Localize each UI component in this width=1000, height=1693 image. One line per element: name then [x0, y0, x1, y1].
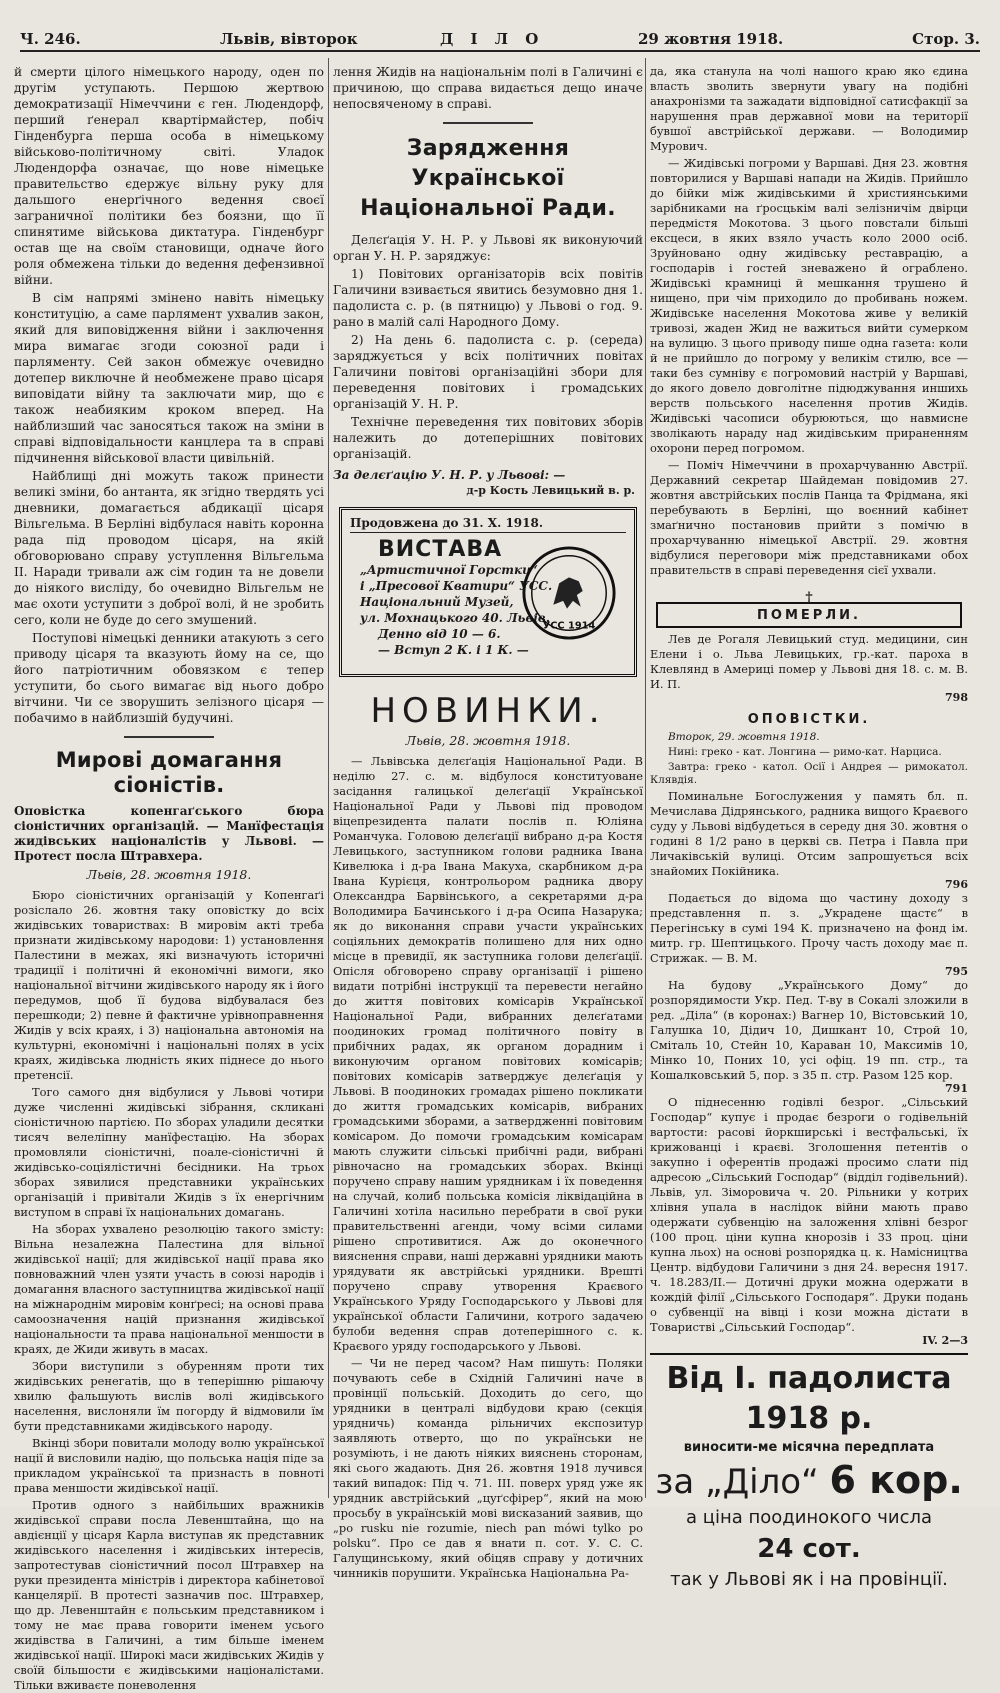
ad-line: ул. Мохнацького 40. Львів.: [360, 611, 550, 625]
paragraph: лення Жидів на національнім полі в Галичині є причиною, що справа видається дещо иначе непосвяченому в справі.: [333, 65, 643, 111]
ad-line: „Артистичної Горстки“: [360, 563, 538, 577]
paragraph: Против одного з найбільших вражників жидівської справи посла Левенштайна, що на авдієнції у цісаря Карла виступав як представник жидівського населення і жидівських інтересів, запротестував сіоністичний посол Штравхер на руки президента міністрів і директора кабінетової канцелярії. В протесті зазначив пос. Штравхер, що др. Левенштайн є польським представником і тому не має права говорити іменем усього жидівства в Галичині, а тим більше іменем жидівської нації. Широкі маси жидівських Жидів у своїй більшости є жидівськими націоналістами. Тільки вживаєте поневолення: [14, 1498, 324, 1692]
announcement-item: Поминальне Богослужения у память бл. п. Мечислава Дідрянського, радника вищого Краєвого суду у Львові відбудеться в середу дня 30. жовтня о годині 8 1/2 рано в церкві св. Петра і Павла при Личаківській вулиці. Отсим запрошується всіх знайомих Покійника.: [650, 789, 968, 878]
paragraph: — Поміч Німеччини в прохарчуванню Австрії. Державний секретар Шайдеман повідомив 27. жовтня австрійських послів Панца та Фрідмана, які перебувають в Берліні, що воєнний кабінет змаґнично постановив прийти з помічю в прохарчуванню німецької Австрії. 29. жовтня відбулися переговори між представниками обох правительств в справі переведення сієї ухвали.: [650, 458, 968, 577]
issue-date: 29 жовтня 1918.: [638, 30, 784, 48]
single-issue-price: 24 сот.: [757, 1534, 861, 1564]
paragraph: 1) Повітових організаторів всіх повітів Галичини взивається явитись безумовно дня 1. падолиста с. р. (в пятницю) у Львові о год. 9. рано в малій салі Народного Дому.: [333, 267, 643, 329]
notice-number: 796: [945, 878, 968, 891]
place-day: Львів, вівторок: [220, 30, 358, 48]
paragraph: — Жидівські погроми у Варшаві. Дня 23. жовтня повторилися у Варшаві напади на Жидів. Прийшло до бійки між жидівськими й християнськими зарібниками на ґросцькім валі зелізничім двірци передмістя Мокотова. З цього повстали більші ексцеси, в яких взяло участь коло 2000 осіб. Зруйновано одну жидівську реставрацію, а господарів і гостей зневажено й ограблено. Жидівські крамниці й мешкання трушено й нищено, при чім приходило до пробивань ножем. Жидівське населення Мокотова живе у великій тривозі, жаден Жид не важиться вийти сумерком на вулицю. З цього приводу пише одна газета: коли й не прийшло до погрому у великім стилю, все — таки без сумніву є погромовий настрій у Варшаві, до якого довело довголітне підюджування иншихь верств польського населення против Жидів. Жидівські часописи обурюються, що навмисне зволікають нараду над жидівським прираненням охорони перед погромом.: [650, 156, 968, 455]
announcement-item: Подається до відома що частину доходу з представлення п. з. „Украдене щастє“ в Перегінську в сумі 194 К. призначено на фонд ім. митр. гр. Шептицького. Прочу часть доходу має п. Стрижак. — В. М.: [650, 891, 968, 965]
subscription-price: 6 кор.: [829, 1458, 963, 1502]
paragraph: Технічне переведення тих повітових зборів належить до дотеперішних повітових організацій.: [333, 415, 643, 461]
separator: [443, 122, 533, 124]
obituary-title: ПОМЕРЛИ.: [757, 608, 861, 623]
paragraph: — Чи не перед часом? Нам пишуть: Поляки почувають себе в Східній Галичині наче в провінції польській. Доходить до сего, що урядники в централі відбудови краю (секція урядничь) команда рільничих експозитур заявляють отверто, що по українськи не розуміють, і не дають ніяких вияснень сторонам, які сього жадають. Дня 26. жовтня 1918 лучився такий випадок: Під ч. 71. III. поверх уряд уже як урядник австрійський „цуґсфірер“, який на мою просьбу в українській мові висказаний заявив, що „po rusku nie rozumie, niech pan mówi tylko po polsku“. Про се дав я внати п. сот. У. С. С. Галущинському, який обіцяв справу у дотичних чинників порушити. Українська Національна Ра-: [333, 1356, 643, 1580]
seal-text: УСС 1914: [542, 620, 596, 632]
cross-icon: †: [805, 590, 813, 606]
usss-seal-emblem: [520, 544, 618, 642]
column-2: [333, 64, 643, 1580]
ad-line: і „Пресової Кватири“ УСС.: [360, 579, 553, 593]
paragraph: Збори виступили з обуренням проти тих жидівських ренегатів, що в теперішню рішаючу хвилю фальшують вислів волі жидівського населення, вислоняли їм погорду й відмовили їм бути представниками жидівського народу.: [14, 1359, 324, 1433]
article-heading: Мирові домагання сіоністів.: [55, 748, 283, 797]
single-issue-line: а ціна поодинокого числа: [685, 1507, 933, 1528]
paragraph: В сім напрямі змінено навіть німецьку конституцію, а саме парлямент ухвалив закон, який для виповідження війни і заключення мира вимагає згоди союзної ради і парляменту. Сей закон обмежує очевидно дотепер виключне й необмежене право цісаря виповідати війну та заключати мир, що є також неабияким кроком вперед. На найблизший час заносяться також на зміни в справі відповідальности канцлера та в справі підчинення військової власти цивільній.: [14, 291, 324, 465]
notice-number: 795: [945, 965, 968, 978]
subscription-price-line: [650, 1457, 968, 1505]
paragraph: да, яка станула на чолі нашого краю яко єдина власть зволить звернути увагу на подібні анахронізми та зажадати відповідної сатисфакції за нарушення прав державної мови на території бувшої австрійської держави. — Володимир Мурович.: [650, 64, 968, 153]
article-heading: Зарядження Української Національної Ради.: [360, 136, 616, 221]
announcement-item: О піднесенню годівлі безрог. „Сільський Господар“ купує і продає безроги о годівельній вартости: расові йоркширські і вестфальські, їх крижованці і краєві. Зголошення петентів о закупно і оферентів продажі просимо слати під адресою „Сільський Господар“ (відділ годівельний). Львів, ул. Зіморовича ч. 20. Рільники у котрих хлівня упала в наслідок війни мають право одержати субвенцію на заложення хлівні безрог (100 проц. ціни купна кнорозів і 33 проц. ціни купна льох) на основі розпорядка ц. к. Намісництва Центр. відбудови Галичини з дня 24. вересня 1917. ч. 18.283/II.— Дотичні друки можна одержати в кождій філії „Сільського Господаря“. Друки подань о субвенції на вівці і кози можна дістати в Товаристві „Сільський Господар“.: [650, 1095, 968, 1334]
paragraph: Делєґація У. Н. Р. у Львові як виконуючий орган У. Н. Р. заряджує:: [333, 233, 643, 263]
column-rule: [328, 58, 329, 1498]
subscription-for: за „Діло“: [655, 1462, 819, 1502]
paragraph: Поступові німецькі денники атакують з сего приводу цісаря та вказують йому на се, що його патріотичним обовязком є тепер уступити, бо сього вимагає від нього добро вітчини. Чи се зворушить зелізного цісаря — побачимо в найблизшій будучині.: [14, 631, 324, 725]
column-rule: [645, 58, 646, 1498]
column-1: [14, 64, 324, 1692]
paragraph: Найблищі дні можуть також принести великі зміни, бо антанта, як згідно твердять усі дневники, домагається абдикації цісаря Вільгельма. В Берліні відбулася навіть коронна рада під проводом цісаря, на якій обговорювано справу уступлення Вільгельма II. Наради тривали аж сім годин та не довели до ніякого висліду, бо очевидно Вільгельм не має охоти уступити з доброї волі, й не зробить сего, коли не буде до сего змушений.: [14, 469, 324, 627]
paragraph: — Львівська делєґація Національної Ради. В неділю 27. с. м. відбулося конституоване засідання галицької делєґації Української Національної Ради у Львові під проводом віцепрезидента палати послів п. Юліяна Романчука. Головою делєґації вибрано д-ра Костя Левицького, заступником голови радника Івана Кивелюка і д-ра Івана Макуха, скарбником д-ра Івана Курієця, контрольором радника двору Олександра Барвінського, а секретарями д-ра Володимира Бачинського і д-ра Осипа Назарука; як до виконання справи участи українських соціяльних демократів полишено для них одно місце в превидії, як заступника голови делєґації. Опісля обговорено справу організації і рішено видати потрібні інструкції та перевести негайно до життя повітових комісарів Української Національної Ради, вибранних делєґатами поодиноких громад політичного повіту в прибічних радах, як органом дорадним і виконуючим органом повітових комісарів; повітових комісарів затверджує делєґація у Львові. В поодиноких громадах рішено покликати до життя громадських комісарів, вибраних громадськими зборами, а затвердженні повітовим комісаром. До помочи громадським комісарам мають служити сільські прибічні ради, вибрані рівночасно на громадських зборах. Вкінці поручено справу нашим урядникам і їх поведення на случай, колиб польська комісія ліквідаційна в Галичині хотіла насильно перебрати в свої руки правительственні агенди, чому всіми силами рішено спротивитися. Аж до оконечного вияснення справи, наші державні урядники мають урядувати як австрійські урядники. Врешті поручено справу утворення Краєвого Українського Уряду Господарського у Львові для української области Галичини, котрого задачею булоби ведення справ дотеперішного с. к. Краєвого уряду господарського у Львові.: [333, 754, 643, 1353]
announcement-item: Нині: греко - кат. Лонгина — римо-кат. Нарциса.: [668, 746, 942, 758]
paragraph: 2) На день 6. падолиста с. р. (середа) заряджується у всіх політичних повітах Галичини повітові організаційні збори для переведення повітових і громадських організацій У. Н. Р.: [333, 333, 643, 411]
running-head: [20, 28, 980, 52]
subscription-line: виносити-ме місячна передплата: [683, 1440, 935, 1455]
paragraph: Вкінці збори повитали молоду волю української нації й висловили надію, що польська нація піде за прикладом української та признасть в повноті права меншости жидівської нації.: [14, 1436, 324, 1495]
signature-name: д-р Кость Левицький в. р.: [466, 484, 635, 497]
signature-line: За делєґацію У. Н. Р. у Львові: —: [333, 468, 566, 482]
announcement-item: Завтра: греко - катол. Осії і Андрея — римокатол. Клявдія.: [650, 761, 968, 786]
issue-number: Ч. 246.: [20, 30, 81, 48]
dateline: Львів, 28. жовтня 1918.: [86, 867, 252, 882]
ad-title: ВИСТАВА: [378, 537, 503, 562]
section-heading-news: НОВИНКИ.: [370, 691, 606, 731]
notice-number: 798: [945, 691, 968, 704]
newspaper-title: Д І Л О: [440, 30, 545, 48]
exhibition-ad: [339, 507, 637, 677]
announcements-heading: ОПОВІСТКИ.: [747, 712, 871, 727]
ad-line: — Вступ 2 К. і 1 К. —: [378, 643, 529, 657]
ad-line: Національний Музей,: [360, 595, 514, 609]
obituary-text: Лев де Рогаля Левицький студ. медицини, син Елени і о. Льва Левицьких, гр.-кат. пароха в Клевлянд в Америці помер у Львові дня 18. с. м. В. И. П.: [650, 632, 968, 691]
ad-line: Денно від 10 — 6.: [378, 627, 501, 641]
obituary-header: [656, 590, 962, 628]
dateline: Львів, 28. жовтня 1918.: [405, 733, 571, 748]
announcement-date: Второк, 29. жовтня 1918.: [668, 731, 820, 743]
ad-extended-note: Продовжена до 31. X. 1918.: [350, 516, 626, 533]
notice-number: 791: [945, 1082, 968, 1095]
announcement-item: На будову „Українського Дому“ до розпорядимости Укр. Пед. Т-ву в Сокалі зложили в ред. „Діла“ (в коронах:) Вагнер 10, Вістовський 10, Галушка 10, Дідич 10, Дишкант 10, Строй 10, Сміталь 10, Стейн 10, Караван 10, Максимів 10, Мінко 10, Поних 10, усі офіц. 19 пп. стр., та Кошалковський 5, пор. з 35 п. стр. Разом 125 кор.: [650, 978, 968, 1082]
paragraph: На зборах ухвалено резолюцію такого змісту: Вільна незалежна Палестина для вільної жидівської нації; для жидівської нації права яко повноважний член узяти участь в союзі народів і домагання власного заступництва жидівської нації на міжнароднім мировім конґресі; на основі права самоозначення націй признання жидівської національности та права національної меншости в краях, де Жиди живуть в масах.: [14, 1222, 324, 1356]
article-subheading: Оповістка копенгаґського бюра сіоністичних організацій. — Манїфестація жидівських націоналістів у Львові. — Протест посла Штравхера.: [14, 804, 324, 863]
subscription-scope: так у Львові як і на провінції.: [670, 1569, 948, 1590]
subscription-date-line: Від I. падолиста 1918 р.: [666, 1361, 952, 1436]
subscription-ad: [650, 1353, 968, 1593]
column-3: [650, 64, 968, 1590]
paragraph: й смерти цілого німецького народу, оден по другім уступають. Першою жертвою демократизації Німеччини є ген. Людендорф, перший ґенерал квартірмайстер, побіч Гінденбурга перша особа в німецькому військово-політичному світі. Уладок Людендорфа означає, що нове німецьке правительство єдержує вільну руку для дальшого енерґічного ведення своєї заграничної політики без боязни, що її спинятиме військова диктатура. Гінденбург остав ще на своїм становищи, одначе його роля обмежена тільки до ведення дефензивної війни.: [14, 65, 324, 287]
separator: [124, 736, 214, 738]
paragraph: Того самого дня відбулися у Львові чотири дуже численні жидівські зібрання, скликані сіоністичною партією. По зборах уладили десятки тисяч велеліпну манїфестацію. На зборах промовляли сіоністичні, поале-сіоністичні й жидівсько-соціялістичні бесідники. На трьох зборах зявилися представники українських організацій і привітали Жидів з їх енергічним виступом в справі їх національних домагань.: [14, 1085, 324, 1219]
notice-number: IV. 2—3: [922, 1334, 968, 1347]
paragraph: Бюро сіоністичних організацій у Копенгаґі розіслало 26. жовтня таку оповістку до всіх жидівських товариствах: В мировім акті треба признати жидівському народови: 1) установлення Палестини в межах, які визначують історичні традиції і політичні й економічні вимоги, яко національної вітчини жидівського народу як і його передумов, щоб її будова відбувалася без перешкоди; 2) певне й фактичне урівноправнення Жидів у всіх краях, і 3) національна автономія на культурні, економічні і національні полях в усіх краях, жидівська людність яких піднесе до нього претенсії.: [14, 888, 324, 1082]
page-number: Стор. 3.: [912, 30, 980, 48]
